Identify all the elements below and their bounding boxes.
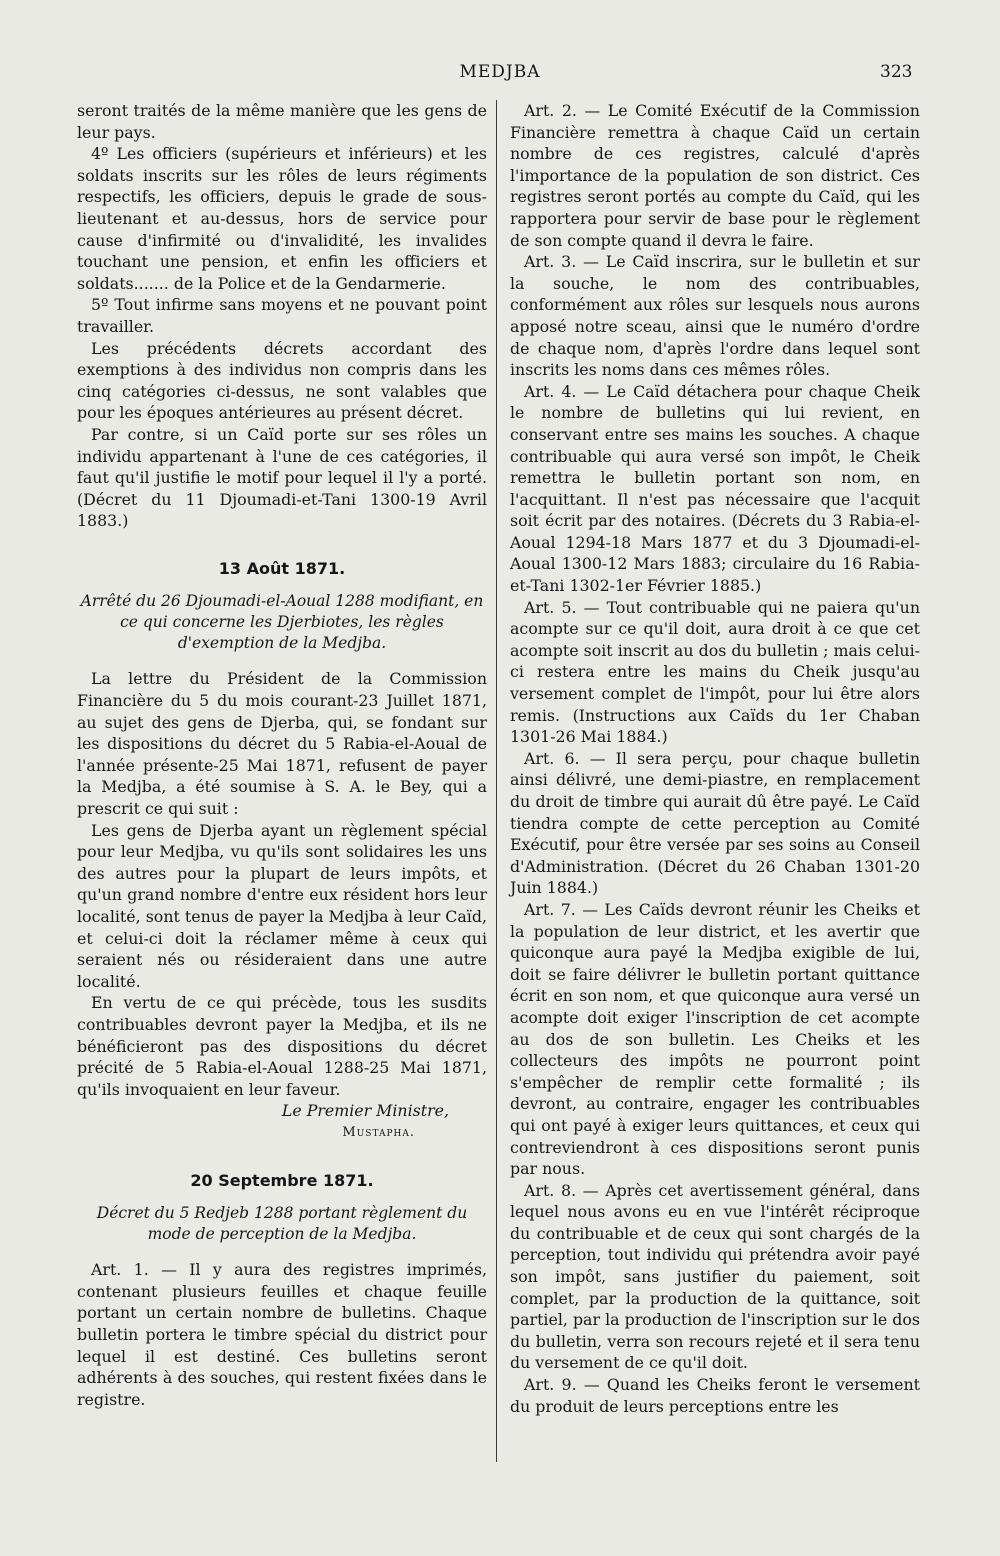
paragraph: La lettre du Président de la Commission Financière du 5 du mois courant-23 Juillet 1871, au sujet des gens de Djerba, qui, se fondant sur les dispositions du décret du 5 Rabia-el-Aoual de l'année présente-25 Mai 1871, refusent de payer la Medjba, a été soumise à S. A. le Bey, qui a prescrit ce qui suit :	[77, 669, 487, 819]
signature-name: Mustapha.	[342, 1124, 415, 1140]
paragraph: En vertu de ce qui précède, tous les susdits contribuables devront payer la Medjba, et ils ne bénéficieront pas des dispositions du décret précité de 5 Rabia-el-Aoual 1288-25 Mai 1871, qu'ils invoquaient en leur faveur.	[77, 993, 487, 1099]
section-heading-13-aout-1871: 13 Août 1871.	[218, 558, 346, 578]
article-6: Art. 6. — Il sera perçu, pour chaque bulletin ainsi délivré, une demi-piastre, en remplacement du droit de timbre qui aurait dû être payé. Le Caïd tiendra compte de cette perception au Comité Exécutif, pour être versée par ses soins au Conseil d'Administration. (Décret du 26 Chaban 1301-20 Juin 1884.)	[510, 748, 920, 898]
section-subtitle-decret: Décret du 5 Redjeb 1288 portant règlement du mode de perception de la Medjba.	[96, 1204, 468, 1244]
paragraph: Les gens de Djerba ayant un règlement spécial pour leur Medjba, vu qu'ils sont solidaires les uns des autres pour la plupart de leurs impôts, et qu'un grand nombre d'entre eux résident hors leur localité, sont tenus de payer la Medjba à leur Caïd, et celui-ci doit la réclamer même à ceux qui seraient nés ou résideraient dans une autre localité.	[77, 820, 487, 991]
running-header-title: MEDJBA	[459, 62, 541, 82]
article-1: Art. 1. — Il y aura des registres imprimés, contenant plusieurs feuilles et chaque feuille portant un certain nombre de bulletins. Chaque bulletin portera le timbre spécial du district pour lequel il est destiné. Ces bulletins seront adhérents à des souches, qui restent fixées dans le registre.	[77, 1260, 487, 1409]
section-heading-20-septembre-1871: 20 Septembre 1871.	[190, 1170, 374, 1190]
paragraph: 5º Tout infirme sans moyens et ne pouvant point travailler.	[77, 295, 487, 336]
article-8: Art. 8. — Après cet avertissement général, dans lequel nous avons eu en vue l'intérêt réciproque du contribuable et de ceux qui sont chargés de la perception, tout individu qui prétendra avoir payé son impôt, sans justifier du paiement, soit complet, par la production de la quittance, soit partiel, par la production de l'inscription sur le dos du bulletin, verra son recours rejeté et il sera tenu du versement de ce qu'il doit.	[510, 1180, 920, 1373]
article-4: Art. 4. — Le Caïd détachera pour chaque Cheik le nombre de bulletins qui lui revient, en conservant entre ses mains les souches. A chaque contribuable qui aura versé son impôt, le Cheik remettra le bulletin portant son nom, en l'acquittant. Il n'est pas nécessaire que l'acquit soit écrit par des notaires. (Décrets du 3 Rabia-el-Aoual 1294-18 Mars 1877 et du 3 Djoumadi-el-Aoual 1300-12 Mars 1883; circulaire du 16 Rabia-et-Tani 1302-1er Février 1885.)	[510, 381, 920, 596]
article-3: Art. 3. — Le Caïd inscrira, sur le bulletin et sur la souche, le nom des contribuables, conformément aux rôles sur lesquels nous aurons apposé notre sceau, ainsi que le numéro d'ordre de chaque nom, d'après l'ordre dans lequel sont inscrits les noms dans ces mêmes rôles.	[510, 252, 920, 380]
signature-title: Le Premier Ministre,	[281, 1101, 449, 1121]
paragraph: 4º Les officiers (supérieurs et inférieurs) et les soldats inscrits sur les rôles de leurs régiments respectifs, les officiers, depuis le grade de sous-lieutenant et au-dessus, hors de service pour cause d'infirmité ou d'invalidité, les invalides touchant une pension, et enfin les officiers et soldats....... de la Police et de la Gendarmerie.	[77, 144, 487, 293]
article-2: Art. 2. — Le Comité Exécutif de la Commission Financière remettra à chaque Caïd un certain nombre de ces registres, calculé d'après l'importance de la population de son district. Ces registres seront portés au compte du Caïd, qui les rapportera pour servir de base pour le règlement de son compte quand il devra le faire.	[510, 101, 920, 250]
left-column	[77, 100, 487, 1410]
paragraph: seront traités de la même manière que les gens de leur pays.	[77, 101, 487, 142]
right-column	[510, 100, 920, 1417]
section-subtitle-arrete: Arrêté du 26 Djoumadi-el-Aoual 1288 modifiant, en ce qui concerne les Djerbiotes, les règles d'exemption de la Medjba.	[80, 592, 484, 653]
article-7: Art. 7. — Les Caïds devront réunir les Cheiks et la population de leur district, et les avertir que quiconque aura payé la Medjba exigible de lui, doit se faire délivrer le bulletin portant quittance écrit en son nom, et que quiconque aura versé un acompte doit exiger l'inscription de cet acompte au dos de son bulletin. Les Cheiks et les collecteurs des impôts ne pourront point s'empêcher de remplir cette formalité ; ils devront, au contraire, engager les contribuables qui ont payé à exiger leurs quittances, et ceux qui contreviendront à ces dispositions seront punis par nous.	[510, 899, 920, 1179]
paragraph: Les précédents décrets accordant des exemptions à des individus non compris dans les cinq catégories ci-dessus, ne sont valables que pour les époques antérieures au présent décret.	[77, 338, 487, 423]
paragraph: Par contre, si un Caïd porte sur ses rôles un individu appartenant à l'une de ces catégories, il faut qu'il justifie le motif pour lequel il l'y a porté. (Décret du 11 Djoumadi-et-Tani 1300-19 Avril 1883.)	[77, 424, 487, 531]
article-5: Art. 5. — Tout contribuable qui ne paiera qu'un acompte sur ce qu'il doit, aura droit à ce que cet acompte soit inscrit au dos du bulletin ; mais celui-ci restera entre les mains du Cheik jusqu'au versement complet de l'impôt, pour lui être alors remis. (Instructions aux Caïds du 1er Chaban 1301-26 Mai 1884.)	[510, 597, 920, 747]
article-9: Art. 9. — Quand les Cheiks feront le versement du produit de leurs perceptions entre les	[510, 1375, 920, 1416]
page-number: 323	[880, 62, 913, 82]
column-divider	[496, 100, 497, 1462]
